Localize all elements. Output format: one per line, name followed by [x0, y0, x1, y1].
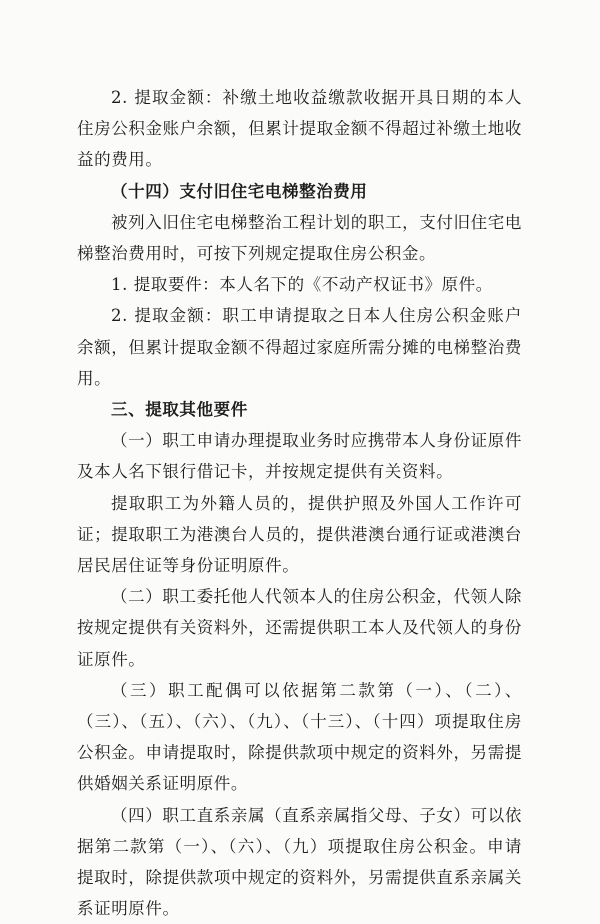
paragraph-requirement-four: （四）职工直系亲属（直系亲属指父母、子女）可以依据第二款第（一）、（六）、（九）项提取住房公积金。申请提取时，除提供款项中规定的资料外，另需提供直系亲属关系证明原件。	[77, 805, 522, 919]
section-heading-other-requirements: 三、提取其他要件	[111, 400, 248, 420]
paragraph-requirement-two: （二）职工委托他人代领本人的住房公积金，代领人除按规定提供有关资料外，还需提供职工本人及代领人的身份证原件。	[77, 587, 522, 669]
paragraph-elevator-intro: 被列入旧住宅电梯整治工程计划的职工，支付旧住宅电梯整治费用时，可按下列规定提取住房公积金。	[77, 212, 522, 264]
paragraph-requirement-one: （一）职工申请办理提取业务时应携带本人身份证原件及本人名下银行借记卡，并按规定提供有关资料。	[77, 431, 522, 482]
paragraph-foreign-staff: 提取职工为外籍人员的，提供护照及外国人工作许可证；提取职工为港澳台人员的，提供港澳台通行证或港澳台居民居住证等身份证明原件。	[77, 493, 522, 576]
paragraph-elevator-amount: 2. 提取金额：职工申请提取之日本人住房公积金账户余额，但累计提取金额不得超过家庭所需分摊的电梯整治费用。	[77, 306, 522, 388]
paragraph-elevator-requirement: 1. 提取要件：本人名下的《不动产权证书》原件。	[111, 275, 493, 295]
subheading-elevator-renovation: （十四）支付旧住宅电梯整治费用	[111, 181, 368, 201]
paragraph-requirement-three: （三）职工配偶可以依据第二款第（一）、（二）、（三）、（五）、（六）、（九）、（十三）、（十四）项提取住房公积金。申请提取时，除提供款项中规定的资料外，另需提供婚姻关系证明原件。	[77, 680, 522, 794]
paragraph-withdrawal-amount-land: 2. 提取金额：补缴土地收益缴款收据开具日期的本人住房公积金账户余额，但累计提取金额不得超过补缴土地收益的费用。	[77, 88, 522, 170]
